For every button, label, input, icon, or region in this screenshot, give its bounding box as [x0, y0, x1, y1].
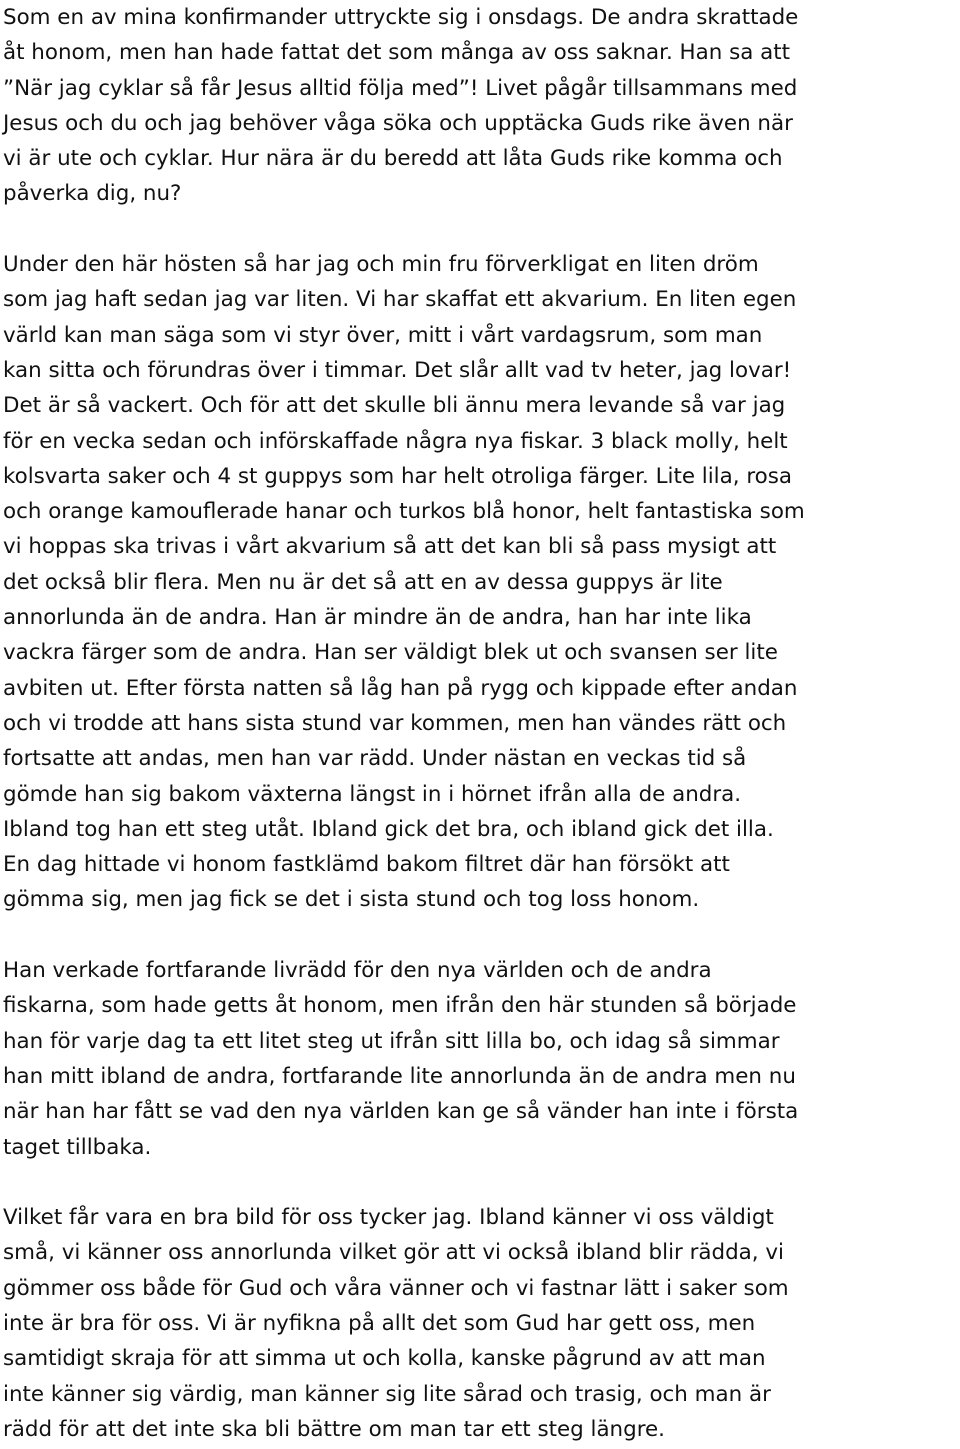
paragraph-spacer: [3, 918, 958, 953]
paragraph-spacer: [3, 212, 958, 247]
text-line: och vi trodde att hans sista stund var kommen, men han vändes rätt och: [3, 710, 787, 736]
text-line: gömde han sig bakom växterna längst in i hörnet ifrån alla de andra.: [3, 781, 742, 807]
text-line: samtidigt skraja för att simma ut och kolla, kanske pågrund av att man: [3, 1346, 766, 1372]
text-line: när han har fått se vad den nya världen kan ge så vänder han inte i första: [3, 1099, 799, 1125]
text-line: kolsvarta saker och 4 st guppys som har helt otroliga färger. Lite lila, rosa: [3, 463, 792, 489]
paragraph-4: [3, 1200, 958, 1447]
text-line: inte är bra för oss. Vi är nyfikna på allt det som Gud har gett oss, men: [3, 1310, 756, 1336]
text-line: Som en av mina konfirmander uttryckte sig i onsdags. De andra skrattade: [3, 5, 799, 30]
text-line: påverka dig, nu?: [3, 181, 182, 207]
text-line: för en vecka sedan och införskaffade några nya fiskar. 3 black molly, helt: [3, 428, 788, 454]
text-line: fortsatte att andas, men han var rädd. Under nästan en veckas tid så: [3, 746, 747, 772]
text-line: värld kan man säga som vi styr över, mitt i vårt vardagsrum, som man: [3, 322, 763, 348]
text-line: avbiten ut. Efter första natten så låg han på rygg och kippade efter andan: [3, 675, 798, 701]
paragraph-spacer: [3, 1165, 958, 1200]
text-line: En dag hittade vi honom fastklämd bakom filtret där han försökt att: [3, 852, 730, 878]
text-line: taget tillbaka.: [3, 1134, 152, 1160]
text-line: gömma sig, men jag fick se det i sista stund och tog loss honom.: [3, 887, 700, 913]
text-line: Ibland tog han ett steg utåt. Ibland gick det bra, och ibland gick det illa.: [3, 816, 774, 842]
text-line: inte känner sig värdig, man känner sig lite sårad och trasig, och man är: [3, 1381, 771, 1407]
text-line: Jesus och du och jag behöver våga söka och upptäcka Guds rike även när: [3, 110, 793, 136]
text-line: han mitt ibland de andra, fortfarande lite annorlunda än de andra men nu: [3, 1063, 796, 1089]
text-line: ”När jag cyklar så får Jesus alltid följa med”! Livet pågår tillsammans med: [3, 75, 798, 101]
text-line: och orange kamouflerade hanar och turkos blå honor, helt fantastiska som: [3, 499, 805, 525]
text-line: kan sitta och förundras över i timmar. Det slår allt vad tv heter, jag lovar!: [3, 357, 792, 383]
text-line: vackra färger som de andra. Han ser väldigt blek ut och svansen ser lite: [3, 640, 778, 666]
document-page: [3, 0, 958, 1447]
text-line: annorlunda än de andra. Han är mindre än de andra, han har inte lika: [3, 605, 752, 631]
text-line: Det är så vackert. Och för att det skulle bli ännu mera levande så var jag: [3, 393, 786, 419]
text-line: gömmer oss både för Gud och våra vänner och vi fastnar lätt i saker som: [3, 1275, 789, 1301]
text-line: vi är ute och cyklar. Hur nära är du beredd att låta Guds rike komma och: [3, 146, 783, 172]
paragraph-1: [3, 0, 958, 212]
text-line: rädd för att det inte ska bli bättre om man tar ett steg längre.: [3, 1416, 665, 1442]
text-line: Vilket får vara en bra bild för oss tycker jag. Ibland känner vi oss väldigt: [3, 1205, 774, 1231]
paragraph-2: [3, 247, 958, 918]
paragraph-3: [3, 953, 958, 1165]
text-line: Han verkade fortfarande livrädd för den nya världen och de andra: [3, 958, 712, 984]
text-line: fiskarna, som hade getts åt honom, men ifrån den här stunden så började: [3, 993, 797, 1019]
text-line: han för varje dag ta ett litet steg ut ifrån sitt lilla bo, och idag så simmar: [3, 1028, 780, 1054]
text-line: Under den här hösten så har jag och min fru förverkligat en liten dröm: [3, 252, 759, 278]
text-line: som jag haft sedan jag var liten. Vi har skaffat ett akvarium. En liten egen: [3, 287, 797, 313]
text-line: små, vi känner oss annorlunda vilket gör att vi också ibland blir rädda, vi: [3, 1240, 784, 1266]
text-line: det också blir flera. Men nu är det så att en av dessa guppys är lite: [3, 569, 723, 595]
text-line: åt honom, men han hade fattat det som många av oss saknar. Han sa att: [3, 40, 791, 66]
text-line: vi hoppas ska trivas i vårt akvarium så att det kan bli så pass mysigt att: [3, 534, 777, 560]
